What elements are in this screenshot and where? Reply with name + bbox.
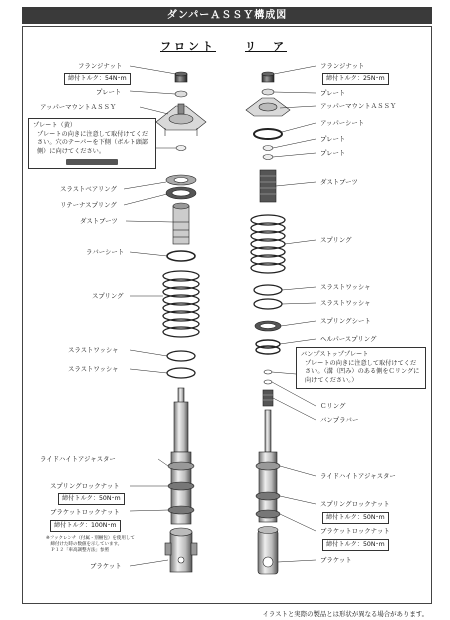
front-plate xyxy=(175,91,187,97)
rear-damper-body xyxy=(256,410,280,522)
rear-coil-spring xyxy=(251,215,285,273)
rear-thrust-washer-2 xyxy=(254,299,282,309)
front-thrust-washer-2-label: スラストワッシャ xyxy=(68,365,119,373)
front-plate-note-title: プレート（黄） xyxy=(33,122,77,129)
rear-upper-seat xyxy=(254,129,282,139)
page-title: ダンパーＡＳＳＹ構成図 xyxy=(22,7,432,24)
rear-spring-lock-torque: 締付トルク：50N･m xyxy=(322,512,389,524)
rear-c-ring xyxy=(264,380,272,384)
front-upper-mount-label: アッパーマウントＡＳＳＹ xyxy=(40,103,117,111)
rear-bracket-label: ブラケット xyxy=(320,556,352,564)
header-front: フロント xyxy=(160,40,216,53)
front-yellow-plate xyxy=(176,146,186,151)
rear-dust-boot-label: ダストブーツ xyxy=(320,178,358,186)
rear-upper-mount-label: アッパーマウントＡＳＳＹ xyxy=(320,102,397,110)
front-dust-boot xyxy=(173,203,189,244)
rear-bumpstop-note xyxy=(296,347,426,389)
front-thrust-bearing xyxy=(166,175,196,185)
rear-flange-torque: 締付トルク：25N･m xyxy=(322,73,389,85)
front-thrust-washer-2 xyxy=(167,368,195,378)
front-spring-lock-nut-label: スプリングロックナット xyxy=(50,482,120,490)
rear-upper-seat-label: アッパーシート xyxy=(320,119,365,127)
rear-bump-rubber xyxy=(263,390,273,406)
front-thrust-bearing-label: スラストベアリング xyxy=(60,185,117,193)
front-flange-nut xyxy=(175,72,187,82)
rear-helper-spring-label: ヘルパースプリング xyxy=(320,335,377,343)
rear-spring-seat-label: スプリングシート xyxy=(320,317,371,325)
rear-plate-2 xyxy=(263,155,273,160)
rear-plate-1 xyxy=(263,146,273,151)
front-thrust-washer-1-label: スラストワッシャ xyxy=(68,346,119,354)
rear-thrust-washer-1 xyxy=(254,285,282,295)
footer-disclaimer: イラストと実際の製品とは形状が異なる場合があります。 xyxy=(262,610,428,618)
front-bracket-lock-nut-label: ブラケットロックナット xyxy=(50,508,120,516)
front-coil-spring xyxy=(163,271,199,337)
rear-thrust-washer-1-label: スラストワッシャ xyxy=(320,283,371,291)
rear-spring-lock-nut-label: スプリングロックナット xyxy=(320,500,390,508)
front-hook-wrench-note: ※フックレンチ（付属・別梱包）を使用して 締付けた時の数値を示しています。 Ｐ１２「車高調整方法」参照 xyxy=(46,536,135,553)
rear-bracket xyxy=(258,527,278,575)
rear-bumpstop-plate xyxy=(264,370,272,374)
front-bracket xyxy=(165,528,197,572)
front-bracket-lock-torque: 締付トルク：100N･m xyxy=(50,520,121,532)
rear-plate-label: プレート xyxy=(320,89,346,97)
rear-upper-mount xyxy=(246,98,290,116)
rear-plate-2-label: プレート xyxy=(320,149,346,157)
front-upper-mount xyxy=(156,104,206,136)
rear-thrust-washer-2-label: スラストワッシャ xyxy=(320,299,371,307)
header-rear: リ ア xyxy=(245,40,287,53)
rear-bracket-lock-nut-label: ブラケットロックナット xyxy=(320,527,390,535)
front-dust-boot-label: ダストブーツ xyxy=(80,217,118,225)
front-rubber-seat xyxy=(167,251,195,261)
front-retainer-spring-label: リテーナスプリング xyxy=(60,201,117,209)
rear-bump-rubber-label: バンプラバー xyxy=(320,416,359,424)
front-retainer-spring xyxy=(166,187,196,199)
front-rubber-seat-label: ラバーシート xyxy=(86,248,125,256)
rear-dust-boot xyxy=(260,170,276,202)
front-thrust-washer-1 xyxy=(167,351,195,361)
rear-c-ring-label: Ｃリング xyxy=(320,402,346,410)
plate-icon xyxy=(66,159,118,165)
front-plate-note-body: プレートの向きに注意して取付けてください。穴のテーパーを下側（ボルト頭部側）に向けてください。 xyxy=(37,130,149,155)
rear-plate-top xyxy=(262,89,274,95)
front-flange-nut-label: フランジナット xyxy=(78,62,123,70)
rear-spring-seat xyxy=(255,321,281,331)
front-spring-label: スプリング xyxy=(92,292,124,300)
front-flange-torque: 締付トルク：54N･m xyxy=(64,73,131,85)
rear-bumpstop-note-body: プレートの向きに注意して取付けてください。（溝（凹み）のある側をＣリングに向けてください。） xyxy=(305,359,420,384)
front-plate-note xyxy=(28,118,156,169)
rear-spring-label: スプリング xyxy=(320,236,352,244)
front-spring-lock-torque: 締付トルク：50N･m xyxy=(58,493,125,505)
rear-bracket-lock-torque: 締付トルク：50N･m xyxy=(322,539,389,551)
rear-flange-nut-label: フランジナット xyxy=(320,62,365,70)
rear-flange-nut xyxy=(262,72,274,82)
front-plate-label: プレート xyxy=(96,88,122,96)
rear-ride-height-adjuster-label: ライドハイトアジャスター xyxy=(320,472,396,480)
rear-plate-1-label: プレート xyxy=(320,135,346,143)
front-ride-height-adjuster-label: ライドハイトアジャスター xyxy=(40,455,116,463)
rear-leader-lines xyxy=(272,66,316,562)
front-damper-body xyxy=(168,388,194,524)
rear-bumpstop-note-title: バンプストッププレート xyxy=(301,351,369,358)
front-bracket-label: ブラケット xyxy=(90,562,122,570)
rear-helper-spring xyxy=(256,340,280,354)
